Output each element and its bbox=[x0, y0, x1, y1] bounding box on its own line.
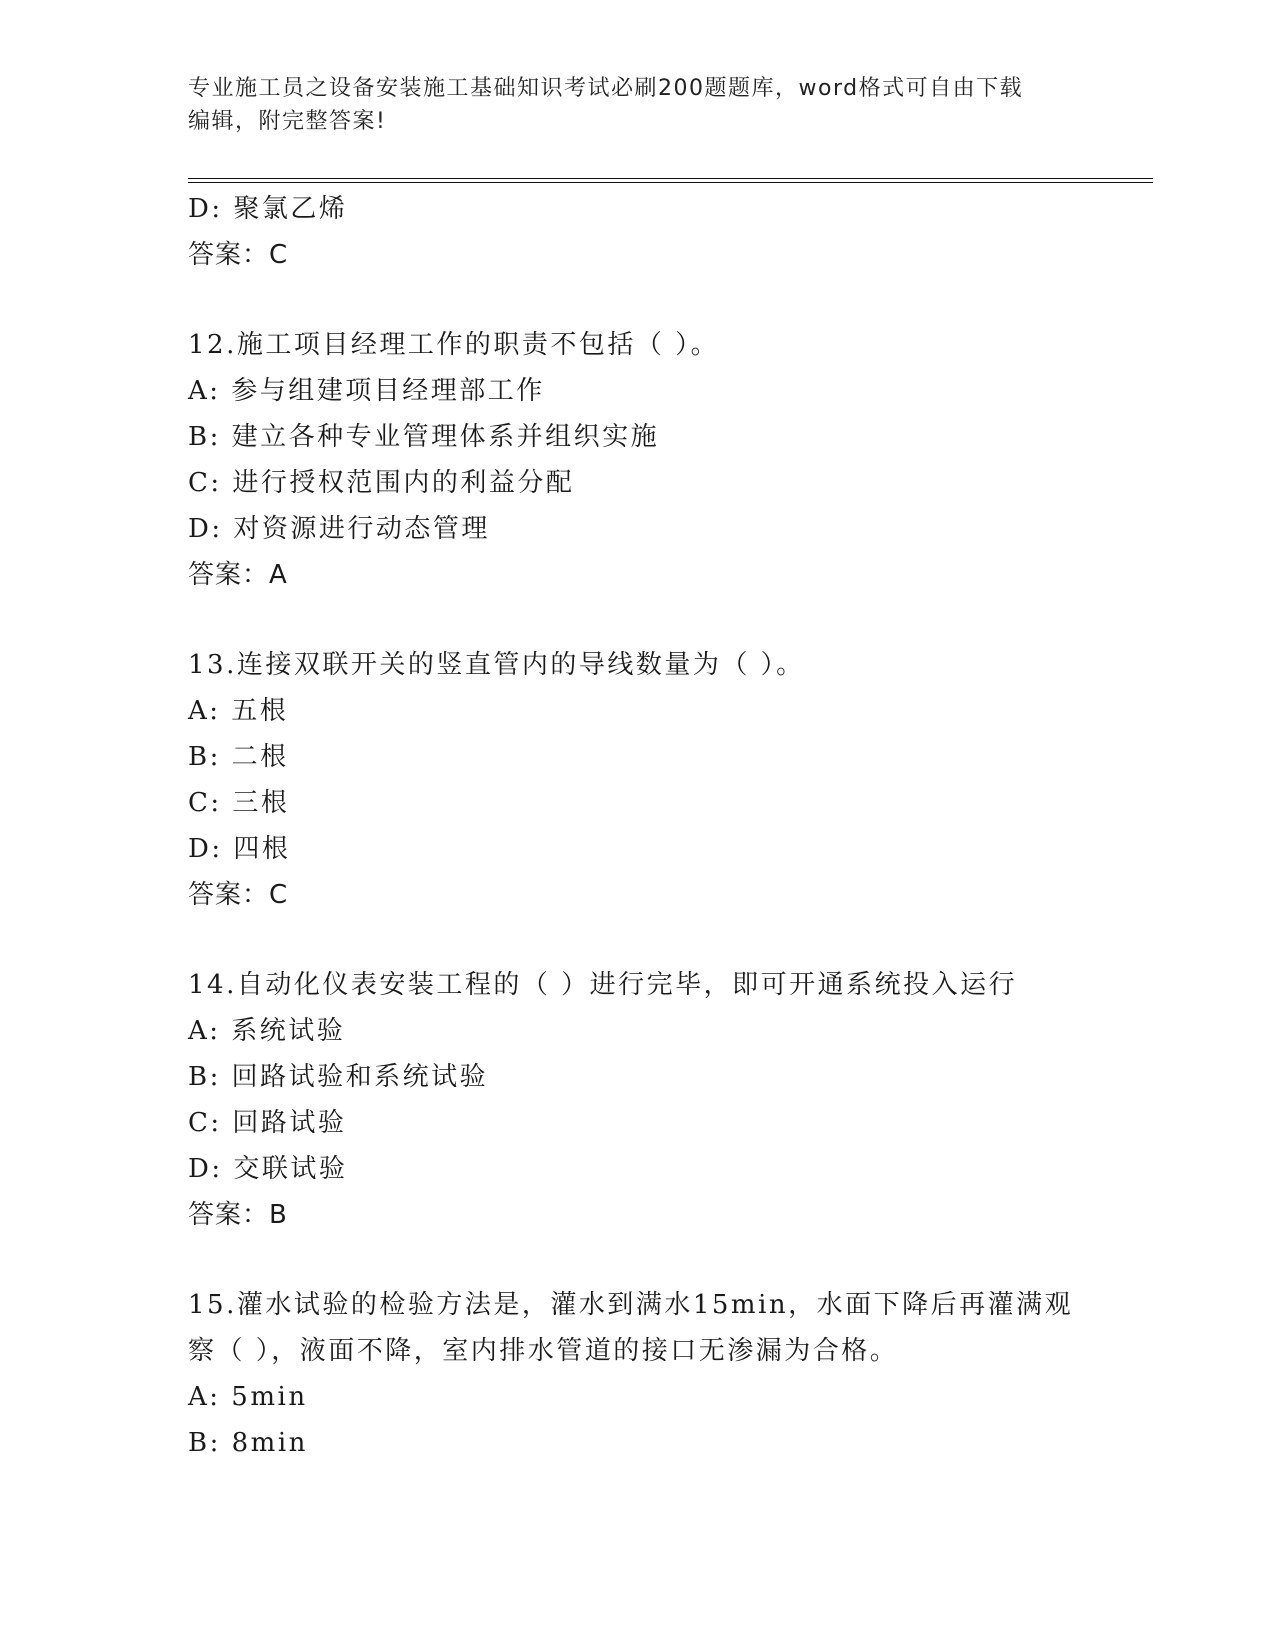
header-rule-top bbox=[188, 178, 1153, 179]
question-stem: 13.连接双联开关的竖直管内的导线数量为（ ）。 bbox=[188, 650, 805, 680]
question-stem: 12.施工项目经理工作的职责不包括（ ）。 bbox=[188, 330, 720, 360]
header-rule-bottom bbox=[188, 182, 1153, 183]
question-stem: 14.自动化仪表安装工程的（ ）进行完毕，即可开通系统投入运行 bbox=[188, 970, 1018, 1000]
spacer bbox=[188, 598, 1153, 642]
option-b: B: 回路试验和系统试验 bbox=[188, 1062, 489, 1092]
header-line-1: 专业施工员之设备安装施工基础知识考试必刷200题题库，word格式可自由下载 bbox=[188, 76, 1024, 101]
answer-line: 答案：B bbox=[188, 1200, 288, 1230]
option-b: B: 8min bbox=[188, 1428, 308, 1458]
option-d: D: 四根 bbox=[188, 834, 291, 864]
spacer bbox=[188, 1238, 1153, 1282]
answer-line: 答案：C bbox=[188, 240, 289, 270]
option-c: C: 进行授权范围内的利益分配 bbox=[188, 468, 575, 498]
spacer bbox=[188, 918, 1153, 962]
question-14 bbox=[188, 962, 1153, 1238]
partial-question bbox=[188, 186, 1153, 278]
option-d: D: 聚氯乙烯 bbox=[188, 194, 348, 224]
option-b: B: 二根 bbox=[188, 742, 289, 772]
option-c: C: 三根 bbox=[188, 788, 290, 818]
answer-line: 答案：A bbox=[188, 560, 288, 590]
header-line-2: 编辑，附完整答案! bbox=[188, 109, 387, 134]
document-header bbox=[188, 72, 1068, 138]
option-a: A: 5min bbox=[188, 1382, 308, 1412]
answer-line: 答案：C bbox=[188, 880, 289, 910]
question-12 bbox=[188, 322, 1153, 598]
question-stem-continued: 察（ ），液面不降，室内排水管道的接口无渗漏为合格。 bbox=[188, 1336, 899, 1366]
question-13 bbox=[188, 642, 1153, 918]
option-a: A: 五根 bbox=[188, 696, 289, 726]
spacer bbox=[188, 278, 1153, 322]
option-a: A: 参与组建项目经理部工作 bbox=[188, 376, 545, 406]
question-15 bbox=[188, 1282, 1153, 1466]
option-d: D: 对资源进行动态管理 bbox=[188, 514, 490, 544]
option-d: D: 交联试验 bbox=[188, 1154, 348, 1184]
question-stem: 15.灌水试验的检验方法是，灌水到满水15min，水面下降后再灌满观 bbox=[188, 1290, 1074, 1320]
question-content bbox=[188, 186, 1153, 1466]
option-b: B: 建立各种专业管理体系并组织实施 bbox=[188, 422, 660, 452]
option-a: A: 系统试验 bbox=[188, 1016, 346, 1046]
option-c: C: 回路试验 bbox=[188, 1108, 347, 1138]
